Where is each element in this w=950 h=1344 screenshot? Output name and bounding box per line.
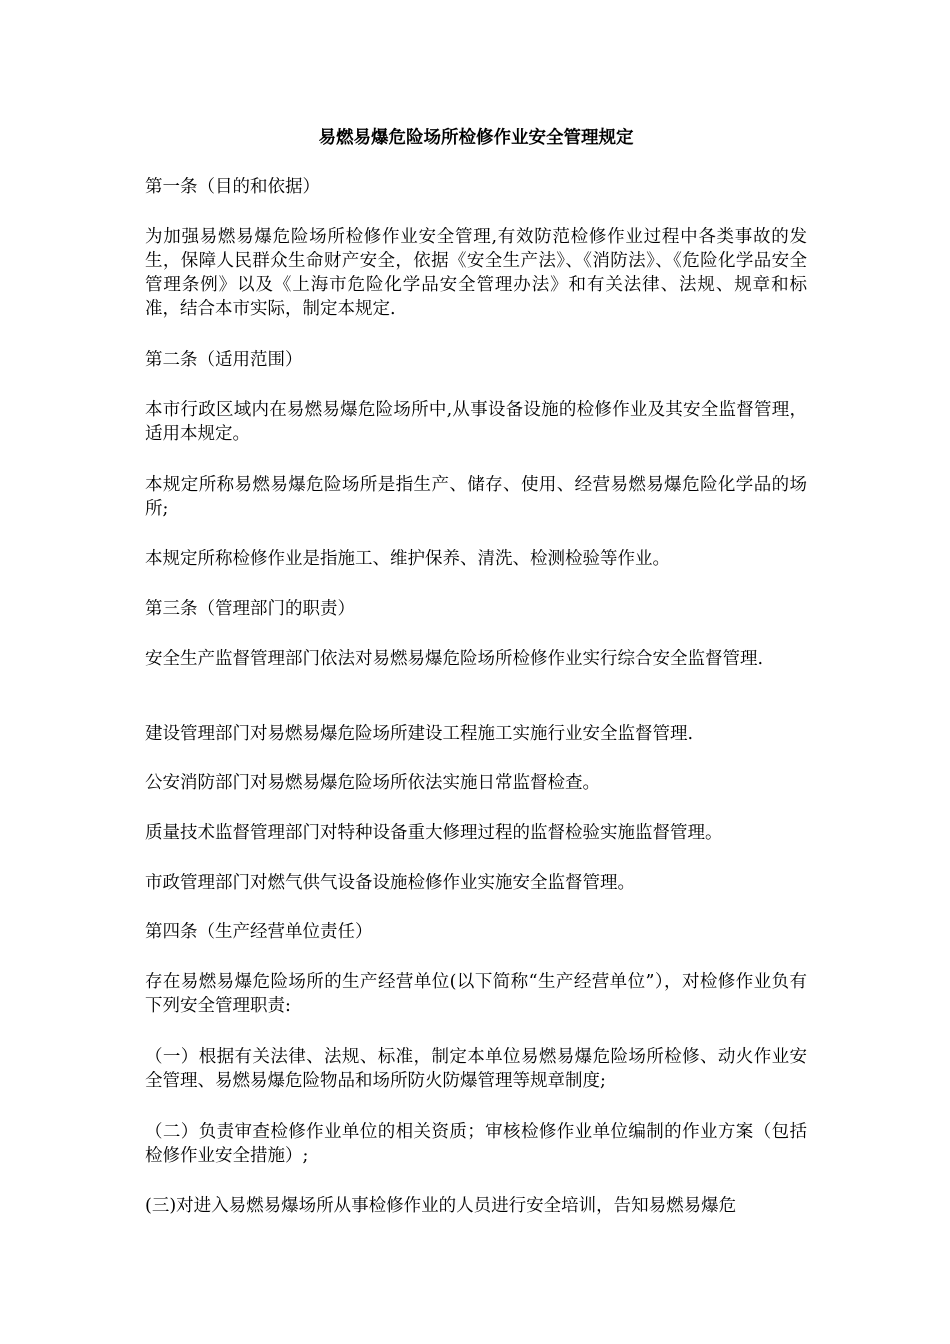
article-3-fire-dept: 公安消防部门对易燃易爆危险场所依法实施日常监督检查。 — [145, 773, 600, 793]
article-3-quality-dept: 质量技术监督管理部门对特种设备重大修理过程的监督检验实施监督管理。 — [145, 823, 723, 843]
article-4-heading: 第四条（生产经营单位责任） — [145, 922, 373, 942]
article-1-body: 为加强易燃易爆危险场所检修作业安全管理,有效防范检修作业过程中各类事故的发生，保障人民群众生命财产安全，依据《安全生产法》、《消防法》、《危险化学品安全管理条例》以及《上海市危险化学品安全管理办法》和有关法律、法规、规章和标准，结合本市实际，制定本规定. — [145, 227, 807, 319]
article-1-heading: 第一条（目的和依据） — [145, 177, 320, 197]
article-4-item-2: （二）负责审查检修作业单位的相关资质；审核检修作业单位编制的作业方案（包括检修作业安全措施）; — [145, 1122, 807, 1166]
article-3-safety-dept: 安全生产监督管理部门依法对易燃易爆危险场所检修作业实行综合安全监督管理. — [145, 649, 764, 669]
article-4-body: 存在易燃易爆危险场所的生产经营单位(以下简称“生产经营单位”），对检修作业负有下列安全管理职责: — [145, 972, 807, 1016]
article-2-body: 本市行政区域内在易燃易爆危险场所中,从事设备设施的检修作业及其安全监督管理，适用本规定。 — [145, 400, 807, 444]
article-3-construction-dept: 建设管理部门对易燃易爆危险场所建设工程施工实施行业安全监督管理. — [145, 724, 694, 744]
article-4-item-1: （一）根据有关法律、法规、标准，制定本单位易燃易爆危险场所检修、动火作业安全管理、易燃易爆危险物品和场所防火防爆管理等规章制度; — [145, 1047, 807, 1091]
article-2-definition-sites: 本规定所称易燃易爆危险场所是指生产、储存、使用、经营易燃易爆危险化学品的场所; — [145, 475, 807, 519]
article-2-definition-work: 本规定所称检修作业是指施工、维护保养、清洗、检测检验等作业。 — [145, 549, 670, 569]
document-title: 易燃易爆危险场所检修作业安全管理规定 — [318, 128, 634, 148]
article-2-heading: 第二条（适用范围） — [145, 350, 303, 370]
article-4-item-3: (三)对进入易燃易爆场所从事检修作业的人员进行安全培训，告知易燃易爆危 — [145, 1196, 737, 1216]
article-3-municipal-dept: 市政管理部门对燃气供气设备设施检修作业实施安全监督管理。 — [145, 873, 635, 893]
article-3-heading: 第三条（管理部门的职责） — [145, 599, 355, 619]
